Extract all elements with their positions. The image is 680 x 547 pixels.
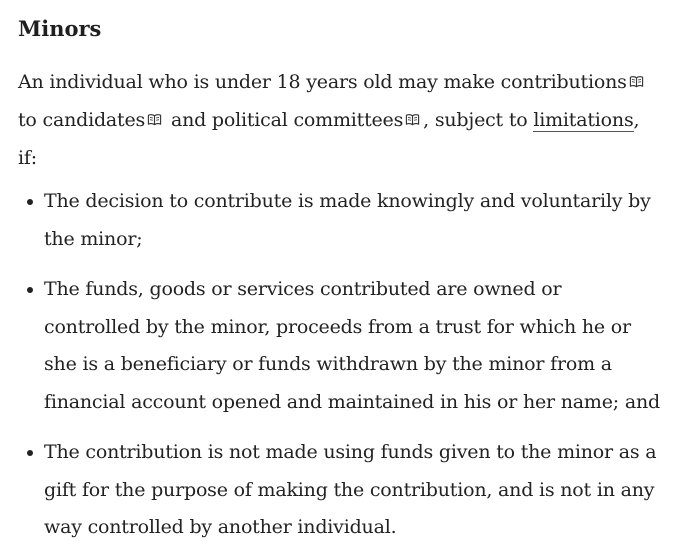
section-heading: Minors [18, 16, 102, 41]
glossary-book-icon[interactable] [405, 112, 420, 127]
intro-paragraph [18, 63, 662, 177]
intro-text-5: , if: [18, 109, 640, 169]
intro-text-3: and political committees [170, 109, 404, 131]
list-item: The contribution is not made using funds given to the minor as a gift for the purpose of making the contribution, and is not in any way controlled by another individual. [44, 434, 662, 547]
intro-text-2: to candidates [18, 109, 146, 131]
glossary-book-icon[interactable] [147, 112, 162, 127]
glossary-book-icon[interactable] [629, 74, 644, 89]
conditions-list [18, 183, 662, 547]
intro-text-4: , subject to [423, 109, 528, 131]
limitations-link[interactable]: limitations [533, 109, 634, 131]
list-item: The funds, goods or services contributed are owned or controlled by the minor, proceeds from a trust for which he or she is a beneficiary or funds withdrawn by the minor from a financial account opened and maintained in his or her name; and [44, 271, 662, 421]
list-item: The decision to contribute is made knowingly and voluntarily by the minor; [44, 183, 662, 258]
intro-text-1: An individual who is under 18 years old may make contributions [18, 71, 627, 93]
